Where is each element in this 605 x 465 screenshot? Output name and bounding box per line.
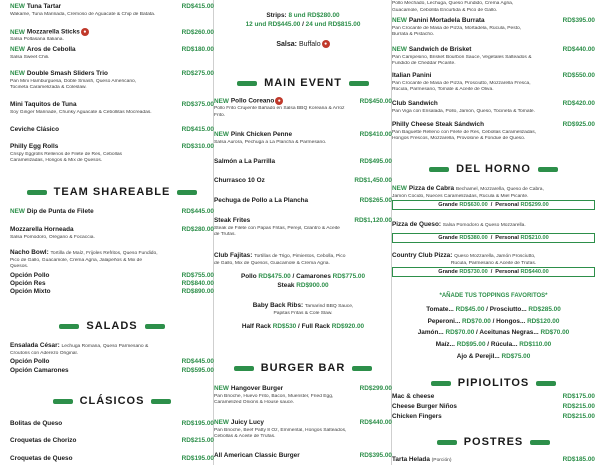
menu-item-croquetas-chorizo: Croquetas de Chorizo RD$215.00	[10, 437, 214, 444]
menu-item-smash-sliders: NEW Double Smash Sliders Trio RD$275.00 Pan Mini Hamburguesa, Doble Smash, Queso Americano, Tocineta Caramelizada & Coleslaw.	[10, 70, 214, 91]
header-bar-decoration	[145, 324, 165, 329]
section-header-del-horno	[392, 163, 595, 175]
option-cesar-pollo: Opción Pollo RD$445.00	[10, 358, 214, 365]
pizza-queso-size-prices: Grande RD$380.00 / Personal RD$210.00	[392, 233, 595, 243]
menu-item-mini-taquitos: Mini Taquitos de Tuna RD$375.00 Soy Ginger Marinade, Chunky Aguacate & Cebollitas Mocreadas.	[10, 101, 214, 115]
header-bar-decoration	[53, 399, 73, 404]
header-bar-decoration	[59, 324, 79, 329]
menu-item-mozzarella-sticks: NEW Mozzarella Sticks ● RD$260.00 Salsa Poltasana Italiana.	[10, 28, 214, 43]
menu-item-pechuga: Pechuga de Pollo a La Plancha RD$265.00	[214, 197, 392, 204]
menu-item-tuna-tartar: NEW Tuna Tartar RD$415.00 Wakame, Tuna Marinada, Cremoso de Aguacate & Chip de Batata.	[10, 3, 214, 17]
country-pizza-size-prices: Grande RD$730.00 / Personal RD$440.00	[392, 267, 595, 277]
menu-item-mozzarella-horneada: Mozzarella Horneada RD$280.00 Salsa Pomodoro, Orégano & Focaccia.	[10, 226, 214, 240]
toppings-row-2: Peperoni... RD$70.00 / Hongos... RD$120.00	[427, 318, 560, 325]
ribs-options: Half Rack RD$530 / Full Rack RD$920.00	[241, 323, 365, 330]
menu-item-panini-mortadela: NEW Panini Mortadela Burrata RD$395.00 Pan Crocante de Masa de Pizza, Mortadela, Rúcula, Pesto, Burrata & Pistacho.	[392, 17, 595, 38]
menu-item-mac-cheese: Mac & cheese RD$175.00	[392, 393, 595, 400]
section-title: PIPIOLITOS	[457, 377, 530, 389]
menu-item-pink-chicken-penne: NEW Pink Chicken Penne RD$410.00 Salsa Aurora, Pechuga a La Plancha & Parmesano.	[214, 131, 392, 145]
toppings-title: *AÑADE TUS TOPPINGS FAVORITOS*	[439, 293, 548, 299]
menu-item-club-fajitas: Club Fajitas: Tortillas de Trigo, Pimientos, Cebolla, Pico de Gallo, Mix de Quesos, Guacamole & Crema Agria.	[214, 252, 346, 266]
section-title: DEL HORNO	[456, 163, 531, 175]
menu-item-country-club-pizza: Country Club Pizza: Queso Mozzarella, Jamón Prosciutto, Rúcula, Parmesano & Aceite de Trufas. Grande RD$730.00 / Personal RD$440.00	[392, 252, 595, 277]
menu-item-aros-cebolla: NEW Aros de Cebolla RD$180.00 Salsa Sweet Chili.	[10, 46, 214, 60]
header-bar-decoration	[177, 190, 197, 195]
menu-item-club-sandwich: Club Sandwich RD$420.00 Pan Viga con Ensalada, Pollo, Jamón, Queso, Tocineta & Tomate.	[392, 100, 595, 114]
strips-options-more: 12 und RD$445.00 / 24 und RD$815.00	[245, 21, 361, 28]
menu-item-all-american: All American Classic Burger RD$395.00	[214, 452, 392, 459]
header-bar-decoration	[237, 81, 257, 86]
toppings-row-1: Tomate... RD$45.00 / Prosciutto... RD$285.00	[426, 306, 561, 313]
section-title: SALADS	[86, 320, 138, 332]
spicy-fire-icon: ●	[275, 97, 283, 105]
menu-item-philly-cheese-steak: Philly Cheese Steak Sándwich RD$925.00 Pan Baguette Relleno con Filete de Res, Cebollas Caramelizadas, Hongos Frescos, Mozzarella, Provolone & Fondue de Queso.	[392, 121, 595, 142]
pizza-cabra-size-prices: Grande RD$630.00 / Personal RD$299.00	[392, 200, 595, 210]
salsa-option: Salsa: Buffalo ●	[214, 40, 392, 48]
spicy-fire-icon: ●	[322, 40, 330, 48]
menu-item-pizza-queso: Pizza de Queso: Salsa Pomodoro & Queso Mozzarella. Grande RD$380.00 / Personal RD$210.00	[392, 221, 595, 243]
spicy-fire-icon: ●	[81, 28, 89, 36]
section-header-burger-bar	[214, 362, 392, 374]
menu-item-tarta-helada: Tarta Helada (Porción) RD$185.00	[392, 456, 595, 463]
section-title: BURGER BAR	[260, 362, 346, 374]
header-bar-decoration	[530, 440, 550, 445]
header-bar-decoration	[437, 440, 457, 445]
header-bar-decoration	[27, 190, 47, 195]
header-bar-decoration	[234, 366, 254, 371]
menu-item-dip-punta-filete: NEW Dip de Punta de Filete RD$445.00	[10, 208, 214, 215]
header-bar-decoration	[429, 167, 449, 172]
toppings-row-4: Maíz... RD$95.00 / Rúcula... RD$110.00	[435, 341, 552, 348]
menu-item-pollo-coreano: NEW Pollo Coreano ● RD$450.00 Pollo Frito Crujiente Bañado en Salsa BBQ Koreana & Arroz Frito.	[214, 97, 392, 118]
option-nacho-mixto: Opción Mixto RD$890.00	[10, 288, 214, 295]
section-title: POSTRES	[463, 436, 524, 448]
toppings-row-3: Jamón... RD$70.00 / Aceitunas Negras... RD$70.00	[417, 329, 570, 336]
menu-item-hangover-burger: NEW Hangover Burger RD$299.00 Pan Brioche, Huevo Frito, Bacon, Muenster, Fried Egg, Caramelized Onions & House sauce.	[214, 385, 392, 406]
section-header-clasicos	[10, 395, 214, 407]
toppings-row-5: Ajo & Perejil... RD$75.00	[456, 353, 531, 360]
menu-item-steak-frites: Steak Frites RD$1,120.00 Steak de Filete con Papas Fritas, Perejil, Cilantro & Aceite de Trufas.	[214, 217, 392, 238]
menu-item-juicy-lucy: NEW Juicy Lucy RD$440.00 Pan Brioche, Beef Patty 8 Oz, Emmental, Hongos Salteados, Cebollas & Aceite de Trufas.	[214, 419, 392, 440]
section-title: MAIN EVENT	[264, 77, 342, 89]
menu-item-top-description: Pollo Mechado, Lechuga, Queso Fundido, Crema Agria, Guacamole, Cebollita Encurtida & Pico de Gallo.	[392, 1, 514, 13]
header-bar-decoration	[352, 366, 372, 371]
menu-item-salmon: Salmón a La Parrilla RD$495.00	[214, 158, 392, 165]
menu-item-croquetas-queso: Croquetas de Queso RD$195.00	[10, 455, 214, 462]
section-title: CLÁSICOS	[79, 395, 145, 407]
menu-item-chicken-fingers: Chicken Fingers RD$215.00	[392, 413, 595, 420]
menu-item-ceviche: Ceviche Clásico RD$415.00	[10, 126, 214, 133]
section-title: TEAM SHAREABLE	[53, 186, 171, 198]
menu-item-philly-egg-rolls: Philly Egg Rolls RD$310.00 Crispy Eggrolls Rellenos de Filete de Res, Cebollas Caramelizadas, Hongos & Mix de Quesos.	[10, 143, 214, 164]
section-header-salads	[10, 320, 214, 332]
header-bar-decoration	[349, 81, 369, 86]
menu-item-pizza-cabra: NEW Pizza de Cabra Bechamel, Mozzarella, Queso de Cabra, Jamón Cocido, Nueces Caramelizadas, Rúcula & Miel Picante. Grande RD$630.00 / Personal RD$299.00	[392, 185, 595, 210]
header-bar-decoration	[538, 167, 558, 172]
menu-item-sandwich-brisket: NEW Sandwich de Brisket RD$440.00 Pan Campesino, Brisket Bourbon Sauce, Vegetales Salteados & Fundido de Cheddar Picante.	[392, 46, 595, 67]
header-bar-decoration	[151, 399, 171, 404]
header-bar-decoration	[431, 381, 451, 386]
section-header-postres	[392, 436, 595, 448]
section-header-team-shareable	[10, 186, 214, 198]
fajitas-options: Pollo RD$475.00 / Camarones RD$775.00	[240, 273, 366, 280]
option-nacho-res: Opción Res RD$840.00	[10, 280, 214, 287]
menu-item-baby-back-ribs: Baby Back Ribs: Tamarind BBQ Sauce, Papitas Fritas & Cole Slaw.	[252, 302, 354, 316]
section-header-pipiolitos	[392, 377, 595, 389]
menu-item-cheese-burger-ninos: Cheese Burger Niños RD$215.00	[392, 403, 595, 410]
menu-item-churrasco: Churrasco 10 Oz RD$1,450.00	[214, 177, 392, 184]
menu-item-bolitas-queso: Bolitas de Queso RD$195.00	[10, 420, 214, 427]
menu-item-nacho-bowl: Nacho Bowl: Tortilla de Maíz, Frijoles Refritos, Queso Fundido, Pico de Gallo, Guacamole, Crema Agria, Jalapeños & Mix de Quesos.	[10, 249, 158, 270]
section-header-main-event	[214, 77, 392, 89]
fajitas-steak-option: Steak RD$900.00	[277, 282, 329, 289]
header-bar-decoration	[536, 381, 556, 386]
menu-item-italian-panini: Italian Panini RD$550.00 Pan Crocante de Masa de Pizza, Prosciutto, Mozzarella Fresca, Rúcula, Parmesano, Tomate & Aceite de Oliva.	[392, 72, 595, 93]
option-nacho-pollo: Opción Pollo RD$755.00	[10, 272, 214, 279]
menu-item-ensalada-cesar: Ensalada César: Lechuga Romana, Queso Parmesano & Croutons con Aderezo Original.	[10, 342, 149, 356]
strips-options: Strips: 8 und RD$280.00	[266, 12, 340, 19]
option-cesar-camarones: Opción Camarones RD$595.00	[10, 367, 214, 374]
